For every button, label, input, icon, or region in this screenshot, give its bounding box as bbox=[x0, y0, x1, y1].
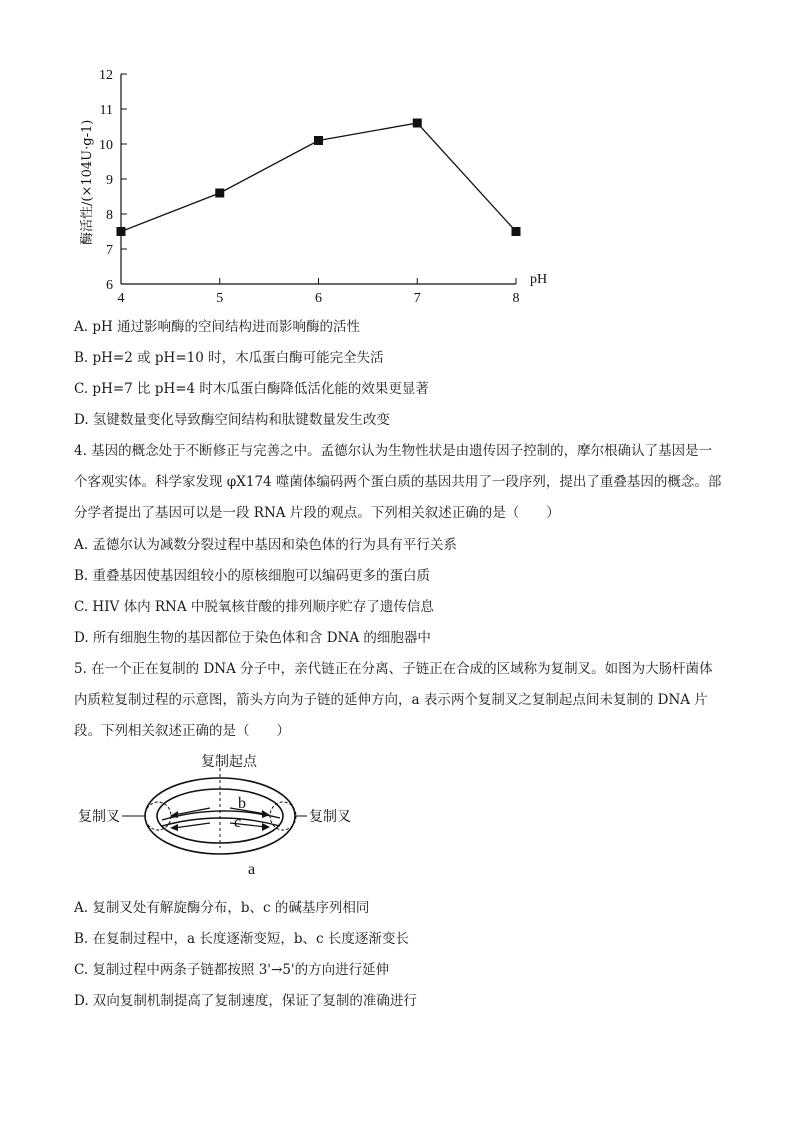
y-tick-label: 12 bbox=[99, 68, 113, 83]
q4-option-a: A. 孟德尔认为减数分裂过程中基因和染色体的行为具有平行关系 bbox=[74, 537, 457, 553]
q3-option-c: C. pH=7 比 pH=4 时木瓜蛋白酶降低活化能的效果更显著 bbox=[74, 381, 429, 397]
data-point bbox=[215, 189, 224, 198]
right-fork-label: 复制叉 bbox=[309, 809, 351, 825]
x-tick-label: 7 bbox=[413, 291, 421, 305]
data-point bbox=[314, 136, 323, 145]
y-tick-label: 11 bbox=[99, 103, 113, 118]
arrow-left-lower-head bbox=[170, 824, 178, 831]
x-tick-label: 8 bbox=[512, 291, 520, 305]
q3-option-d: D. 氢键数量变化导致酶空间结构和肽键数量发生改变 bbox=[74, 412, 390, 428]
left-fork-label: 复制叉 bbox=[78, 809, 120, 825]
q4-option-b: B. 重叠基因使基因组较小的原核细胞可以编码更多的蛋白质 bbox=[74, 568, 431, 584]
origin-label: 复制起点 bbox=[201, 754, 257, 770]
x-tick-label: 6 bbox=[315, 291, 322, 305]
chart-ticks bbox=[99, 68, 520, 305]
q3-option-b: B. pH=2 或 pH=10 时，木瓜蛋白酶可能完全失活 bbox=[74, 350, 384, 366]
plasmid-replication-diagram bbox=[70, 748, 390, 880]
data-point bbox=[117, 227, 126, 236]
x-tick-label: 5 bbox=[216, 291, 224, 305]
y-tick-label: 6 bbox=[106, 278, 113, 293]
arrow-right-upper-head bbox=[262, 810, 270, 818]
arrow-right-lower-head bbox=[262, 823, 270, 831]
q4-stem: 4. 基因的概念处于不断修正与完善之中。孟德尔认为生物性状是由遗传因子控制的，摩尔根确认了基因是一个客观实体。科学家发现 φX174 噬菌体编码两个蛋白质的基因共用了一段序列，提出了重叠基因的概念。部分学者提出了基因可以是一段 RNA 片段的观点。下列相关叙述正确的是（ ） bbox=[74, 443, 722, 521]
segment-b-label: b bbox=[238, 795, 246, 812]
q5-stem: 5. 在一个正在复制的 DNA 分子中，亲代链正在分离、子链正在合成的区域称为复制叉。如图为大肠杆菌体内质粒复制过程的示意图，箭头方向为子链的延伸方向，a 表示两个复制叉之复制起点间未复制的 DNA 片段。下列相关叙述正确的是（ ） bbox=[74, 661, 713, 739]
enzyme-activity-chart bbox=[60, 55, 560, 305]
arrow-left-lower bbox=[174, 823, 210, 828]
segment-c-label: c bbox=[234, 814, 242, 831]
x-axis-label: pH bbox=[530, 272, 548, 287]
data-point bbox=[512, 227, 521, 236]
q5-option-a: A. 复制叉处有解旋酶分布，b、c 的碱基序列相同 bbox=[74, 900, 370, 916]
left-fork-circle bbox=[145, 802, 171, 830]
x-tick-label: 4 bbox=[117, 291, 125, 305]
q5-option-b: B. 在复制过程中，a 长度逐渐变短，b、c 长度逐渐变长 bbox=[74, 931, 409, 947]
data-point bbox=[413, 119, 422, 128]
q4-option-d: D. 所有细胞生物的基因都位于染色体和含 DNA 的细胞器中 bbox=[74, 630, 431, 646]
q4-option-c: C. HIV 体内 RNA 中脱氧核苷酸的排列顺序贮存了遗传信息 bbox=[74, 599, 434, 615]
y-axis-label: 酶活性/(×104U·g-1) bbox=[80, 119, 95, 245]
q5-option-c: C. 复制过程中两条子链都按照 3'→5'的方向进行延伸 bbox=[74, 962, 390, 978]
y-tick-label: 10 bbox=[99, 138, 113, 153]
y-tick-label: 7 bbox=[106, 243, 113, 258]
q5-option-d: D. 双向复制机制提高了复制速度，保证了复制的准确进行 bbox=[74, 993, 417, 1009]
chart-axes bbox=[121, 74, 516, 284]
y-tick-label: 8 bbox=[106, 208, 113, 223]
q3-option-a: A. pH 通过影响酶的空间结构进而影响酶的活性 bbox=[74, 319, 361, 335]
y-tick-label: 9 bbox=[106, 173, 113, 188]
data-points bbox=[117, 119, 521, 237]
segment-a-label: a bbox=[248, 861, 256, 878]
